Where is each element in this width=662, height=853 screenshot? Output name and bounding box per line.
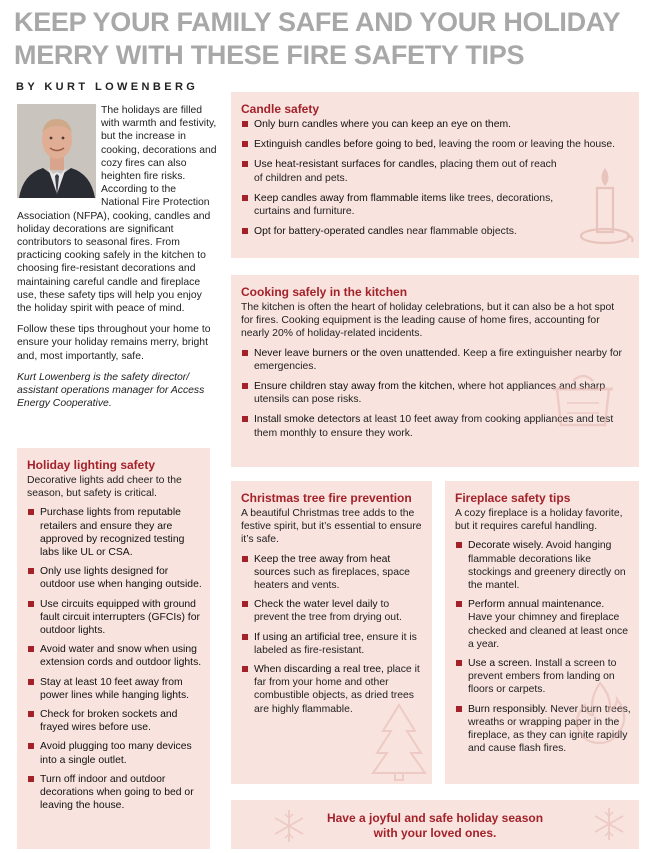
intro-paragraph: Follow these tips throughout your home to ensure your holiday remains merry, bright and, most importantly, safe.: [17, 324, 211, 362]
pot-icon: [543, 363, 623, 433]
closing-line: Have a joyful and safe holiday season: [326, 811, 544, 825]
closing-line: with your loved ones.: [373, 826, 497, 840]
list-item: Use a screen. Install a screen to prevent embers from landing on floors or carpets.: [455, 657, 631, 697]
list-item: Stay at least 10 feet away from power lines while hanging lights.: [27, 676, 202, 702]
section-lead: Decorative lights add cheer to the season, but safety is critical.: [27, 475, 182, 500]
list-item: Use circuits equipped with ground fault circuit interrupters (GFCIs) for outdoor lights.: [27, 598, 202, 638]
intro-paragraph: The holidays are filled with warmth and festivity, but the increase in cooking, decorations and cozy fires can also heighten fire risks. According to the National Fire Protection Association (NFPA), cooking, candles and holiday decorations are significant contributors to seasonal fires. From practicing cooking safely in the kitchen to choosing fire-resistant decorations and maintaining careful candle and fireplace use, these safety tips will help you enjoy the holiday spirit with peace of mind.: [17, 105, 217, 315]
closing-banner: [231, 800, 639, 849]
christmas-tree-icon: [371, 701, 427, 781]
tips-list: [241, 553, 424, 716]
list-item: Opt for battery-operated candles near flammable objects.: [241, 225, 629, 238]
section-heading: Fireplace safety tips: [455, 491, 571, 505]
list-item: Check the water level daily to prevent the tree from drying out.: [241, 598, 424, 624]
list-item: Only use lights designed for outdoor use when hanging outside.: [27, 565, 202, 591]
tips-list: [27, 506, 202, 812]
list-item: Decorate wisely. Avoid hanging flammable decorations like stockings and greenery directly on the mantel.: [455, 539, 631, 592]
fireplace-safety-box: [445, 481, 639, 784]
section-lead: A cozy fireplace is a holiday favorite, but it requires careful handling.: [455, 508, 623, 533]
cooking-safety-box: [231, 275, 639, 467]
list-item: Turn off indoor and outdoor decorations when going to bed or leaving the house.: [27, 773, 202, 813]
list-item: Never leave burners or the oven unattended. Keep a fire extinguisher nearby for emergencies.: [241, 347, 629, 373]
list-item: Avoid plugging too many devices into a single outlet.: [27, 740, 202, 766]
list-item: Avoid water and snow when using extension cords and outdoor lights.: [27, 643, 202, 669]
author-bio: Kurt Lowenberg is the safety director/ assistant operations manager for Access Energy Cooperative.: [17, 371, 205, 410]
snowflake-icon: [271, 808, 307, 844]
section-heading: Candle safety: [241, 102, 320, 116]
section-lead: A beautiful Christmas tree adds to the festive spirit, but it’s essential to ensure it’s safe.: [241, 508, 422, 546]
list-item: Perform annual maintenance. Have your chimney and fireplace checked and cleaned at least once a year.: [455, 598, 631, 651]
list-item: Only burn candles where you can keep an eye on them.: [241, 118, 629, 131]
list-item: Check for broken sockets and frayed wires before use.: [27, 708, 202, 734]
intro-text: [17, 104, 217, 418]
christmas-tree-box: [231, 481, 432, 784]
article-title: KEEP YOUR FAMILY SAFE AND YOUR HOLIDAY MERRY WITH THESE FIRE SAFETY TIPS: [14, 7, 620, 70]
candle-safety-box: [231, 92, 639, 258]
list-item: Purchase lights from reputable retailers and ensure they are approved by recognized testing labs like UL or CSA.: [27, 506, 202, 559]
list-item: Install smoke detectors at least 10 feet away from cooking appliances and test them monthly to ensure they work.: [241, 413, 629, 439]
fire-icon: [565, 677, 635, 747]
list-item: Ensure children stay away from the kitchen, where hot appliances and sharp utensils can pose risks.: [241, 380, 629, 406]
section-heading: Holiday lighting safety: [27, 458, 156, 472]
list-item: Burn responsibly. Never burn trees, wreaths or wrapping paper in the fireplace, as they can ignite rapidly and cause flash fires.: [455, 703, 631, 756]
section-heading: Cooking safely in the kitchen: [241, 285, 408, 299]
byline: BY KURT LOWENBERG: [16, 81, 199, 93]
section-lead: The kitchen is often the heart of holiday celebrations, but it can also be a hot spot for fires. Cooking equipment is the leading cause of home fires, accounting for nearly 20% of holiday-related incidents.: [241, 302, 615, 340]
list-item: Keep candles away from flammable items like trees, decorations, curtains and furniture.: [241, 192, 629, 218]
candle-icon: [576, 164, 634, 252]
list-item: When discarding a real tree, place it far from your home and other combustible objects, as dried trees are highly flammable.: [241, 663, 424, 716]
holiday-lighting-box: [17, 448, 210, 849]
section-heading: Christmas tree fire prevention: [241, 491, 412, 505]
list-item: If using an artificial tree, ensure it is labeled as fire-resistant.: [241, 631, 424, 657]
list-item: Use heat-resistant surfaces for candles, placing them out of reach of children and pets.: [241, 158, 629, 184]
tips-list: [241, 118, 629, 238]
snowflake-icon: [591, 806, 627, 842]
list-item: Keep the tree away from heat sources such as fireplaces, space heaters and vents.: [241, 553, 424, 593]
list-item: Extinguish candles before going to bed, leaving the room or leaving the house.: [241, 138, 629, 151]
